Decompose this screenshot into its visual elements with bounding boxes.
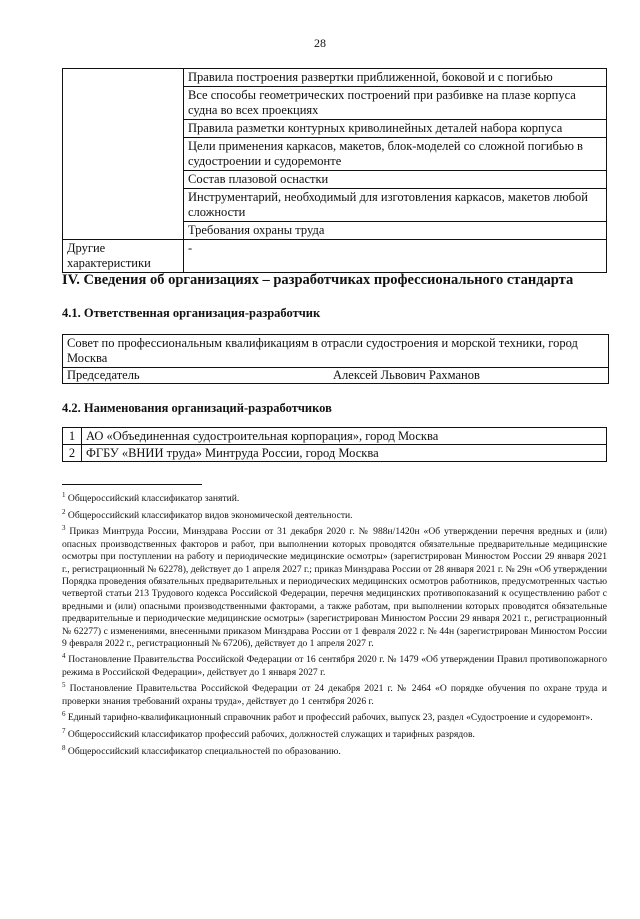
developers-table	[62, 427, 607, 462]
footnote: $^5$ Постановление Правительства Российской Федерации от 24 декабря 2021 г. № 2464 «О порядке обучения по охране труда и проверки знания требований охраны труда», действует до 1 сентября 2026 г.	[62, 681, 608, 708]
row-number: 2	[63, 445, 82, 462]
table-row	[63, 240, 607, 273]
footnote: $^3$ Приказ Минтруда России, Минздрава России от 31 декабря 2020 г. № 988н/1420н «Об утверждении перечня вредных и (или) опасных производственных факторов и работ, при выполнении которых проводятся обязательные предварительные медицинские осмотры при поступлении на работу и периодические медицинские осмотры» (зарегистрирован Минюстом России 29 января 2021 г., регистрационный № 62278), действует до 1 апреля 2027 г.; приказ Минздрава России от 28 января 2021 г. № 29н «Об утверждении Порядка проведения обязательных предварительных и периодических медицинских осмотров работников, предусмотренных частью четвертой статьи 213 Трудового кодекса Российской Федерации, перечня медицинских противопоказаний к осуществлению работ с вредными и (или) опасными производственными факторами, а также работам, при выполнении которых проводятся обязательные предварительные и периодические медицинские осмотры» (зарегистрирован Минюстом России 29 января 2021 г., регистрационный № 62277) с изменениями, внесенными приказом Минздрава России от 1 февраля 2022 г. № 44н (зарегистрирован Минюстом России 9 февраля 2022 г., регистрационный № 67206), действует до 1 апреля 2027 г.	[62, 524, 607, 650]
responsible-organization: Совет по профессиональным квалификациям в отрасли судостроения и морской техники, город Москва	[63, 335, 608, 368]
knowledge-cell: Цели применения каркасов, макетов, блок-моделей со сложной погибью в судостроении и судоремонте	[184, 138, 607, 171]
knowledge-cell: Правила построения развертки приближенной, боковой и с погибью	[184, 69, 607, 87]
responsible-org-box	[62, 334, 609, 384]
footnote: $^8$ Общероссийский классификатор специальностей по образованию.	[62, 743, 341, 757]
footnote: $^2$ Общероссийский классификатор видов экономической деятельности.	[62, 507, 353, 521]
knowledge-cell: Правила разметки контурных криволинейных деталей набора корпуса	[184, 120, 607, 138]
developers-heading: 4.2. Наименования организаций-разработчиков	[62, 401, 332, 415]
chair-name: Алексей Львович Рахманов	[333, 368, 480, 382]
responsible-heading: 4.1. Ответственная организация-разработчик	[62, 306, 321, 320]
other-characteristics-value: -	[184, 240, 607, 273]
page-number: 28	[314, 36, 326, 50]
table-row	[63, 428, 607, 445]
knowledge-cell: Инструментарий, необходимый для изготовления каркасов, макетов любой сложности	[184, 189, 607, 222]
footnote: $^7$ Общероссийский классификатор профессий рабочих, должностей служащих и тарифных разрядов.	[62, 727, 475, 741]
knowledge-table	[62, 68, 607, 273]
chair-row	[63, 368, 608, 383]
knowledge-cell: Все способы геометрических построений при разбивке на плазе корпуса судна во всех проекциях	[184, 87, 607, 120]
footnote: $^6$ Единый тарифно-квалификационный справочник работ и профессий рабочих, выпуск 23, раздел «Судостроение и судоремонт».	[62, 710, 593, 724]
developer-name: АО «Объединенная судостроительная корпорация», город Москва	[82, 428, 607, 445]
footnote-divider	[62, 484, 202, 485]
footnote: $^4$ Постановление Правительства Российской Федерации от 16 сентября 2020 г. № 1479 «Об утверждении Правил противопожарного режима в Российской Федерации», действует до 1 января 2027 г.	[62, 652, 607, 679]
footnote: $^1$ Общероссийский классификатор занятий.	[62, 491, 240, 505]
knowledge-cell: Требования охраны труда	[184, 222, 607, 240]
row-number: 1	[63, 428, 82, 445]
knowledge-cell: Состав плазовой оснастки	[184, 171, 607, 189]
section-title: IV. Сведения об организациях – разработчиках профессионального стандарта	[62, 272, 574, 288]
table-row	[63, 69, 607, 87]
footnotes	[62, 489, 607, 758]
other-characteristics-label: Другие характеристики	[63, 240, 184, 273]
empty-cell	[63, 69, 184, 240]
table-row	[63, 445, 607, 462]
developer-name: ФГБУ «ВНИИ труда» Минтруда России, город Москва	[82, 445, 607, 462]
chair-label: Председатель	[67, 368, 140, 382]
